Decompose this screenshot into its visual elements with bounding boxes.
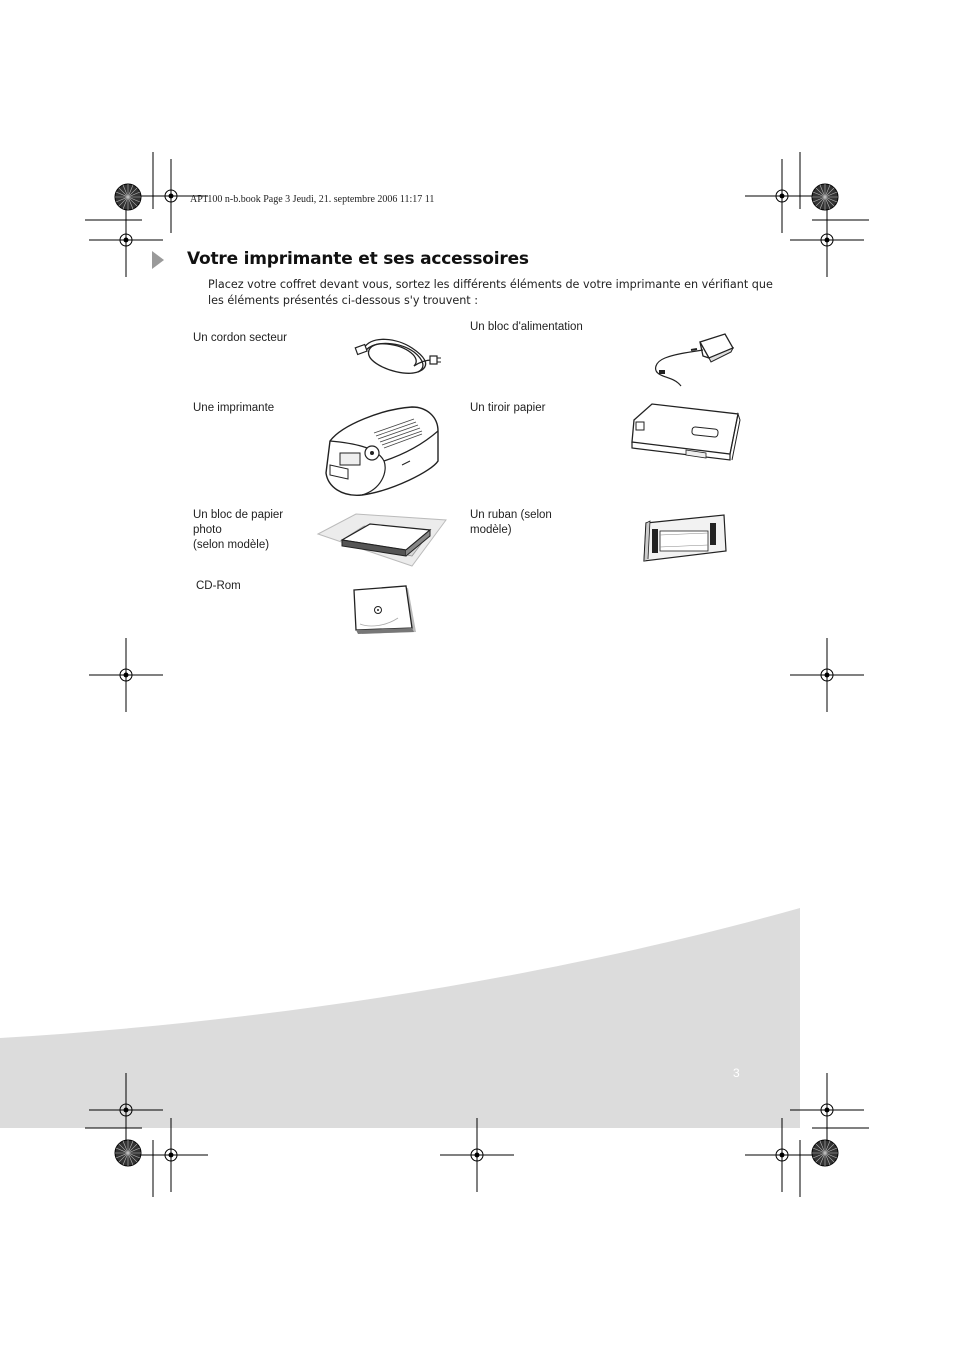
title-arrow-icon [152, 251, 164, 269]
footer-band [0, 908, 800, 1128]
power-cord-icon [352, 330, 442, 385]
registration-mark-icon [790, 203, 864, 277]
item-label-paper-tray: Un tiroir papier [470, 402, 546, 414]
power-adapter-icon [645, 330, 740, 395]
star-target-icon [115, 1140, 141, 1166]
item-label-printer: Une imprimante [193, 402, 275, 414]
printer-icon [322, 403, 442, 500]
page-number: 3 [733, 1066, 740, 1080]
paper-tray-icon [626, 398, 746, 468]
item-label-power-adapter: Un bloc d'alimentation [470, 321, 583, 333]
item-label-photo-paper: Un bloc de papier photo (selon modèle) [193, 509, 284, 551]
item-label-ribbon: Un ruban (selon modèle) [470, 509, 552, 536]
cd-rom-icon [350, 584, 420, 636]
star-target-icon [812, 1140, 838, 1166]
star-target-icon [812, 184, 838, 210]
registration-mark-icon [745, 1118, 819, 1192]
item-label-cd-rom: CD-Rom [196, 580, 241, 592]
ribbon-cartridge-icon [640, 513, 730, 563]
star-target-icon [115, 184, 141, 210]
registration-mark-icon [790, 1073, 864, 1147]
intro-paragraph: Placez votre coffret devant vous, sortez les différents éléments de votre imprimante en vérifiant que les éléments présentés ci-dessous s'y trouvent : [208, 278, 773, 307]
item-label-power-cord: Un cordon secteur [193, 332, 287, 344]
photo-paper-pack-icon [316, 512, 448, 568]
registration-mark-icon [790, 638, 864, 712]
registration-mark-icon [89, 638, 163, 712]
registration-mark-icon [134, 1118, 208, 1192]
print-header: AP1100 n-b.book Page 3 Jeudi, 21. septembre 2006 11:17 11 [190, 194, 435, 205]
registration-mark-icon [745, 159, 819, 233]
registration-mark-icon [440, 1118, 514, 1192]
page-title: Votre imprimante et ses accessoires [187, 249, 529, 269]
